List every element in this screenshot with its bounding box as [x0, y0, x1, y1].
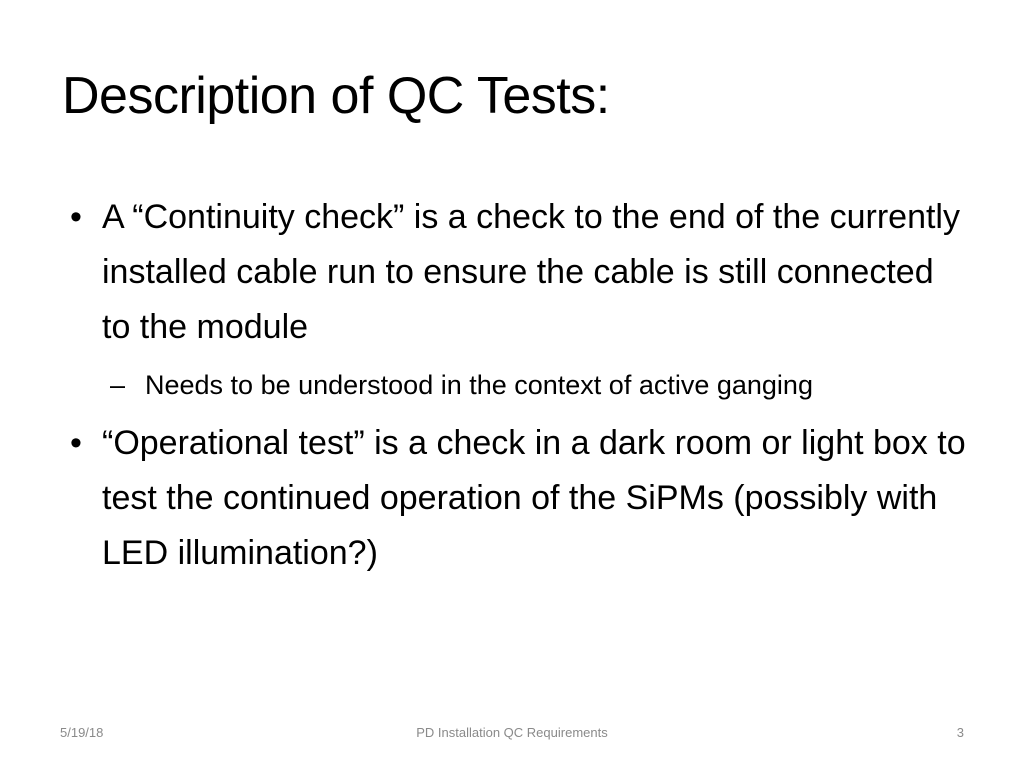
sub-bullet-text: Needs to be understood in the context of active ganging	[145, 370, 813, 400]
bullet-item	[70, 190, 970, 355]
sub-bullet-marker: –	[110, 370, 126, 400]
bullet-marker: •	[70, 198, 82, 236]
bullet-text: “Operational test” is a check in a dark room or light box to test the continued operation of the SiPMs (possibly with LED illumination?)	[102, 424, 966, 572]
footer-title: PD Installation QC Requirements	[416, 725, 608, 740]
slide-content	[70, 190, 970, 581]
bullet-marker: •	[70, 424, 82, 462]
sub-bullet-item	[110, 363, 970, 408]
page-number: 3	[956, 725, 964, 740]
footer-date: 5/19/18	[60, 725, 104, 740]
bullet-item	[70, 416, 970, 581]
bullet-text: A “Continuity check” is a check to the end of the currently installed cable run to ensure the cable is still connected to the module	[102, 198, 960, 346]
slide-title: Description of QC Tests:	[62, 67, 610, 125]
